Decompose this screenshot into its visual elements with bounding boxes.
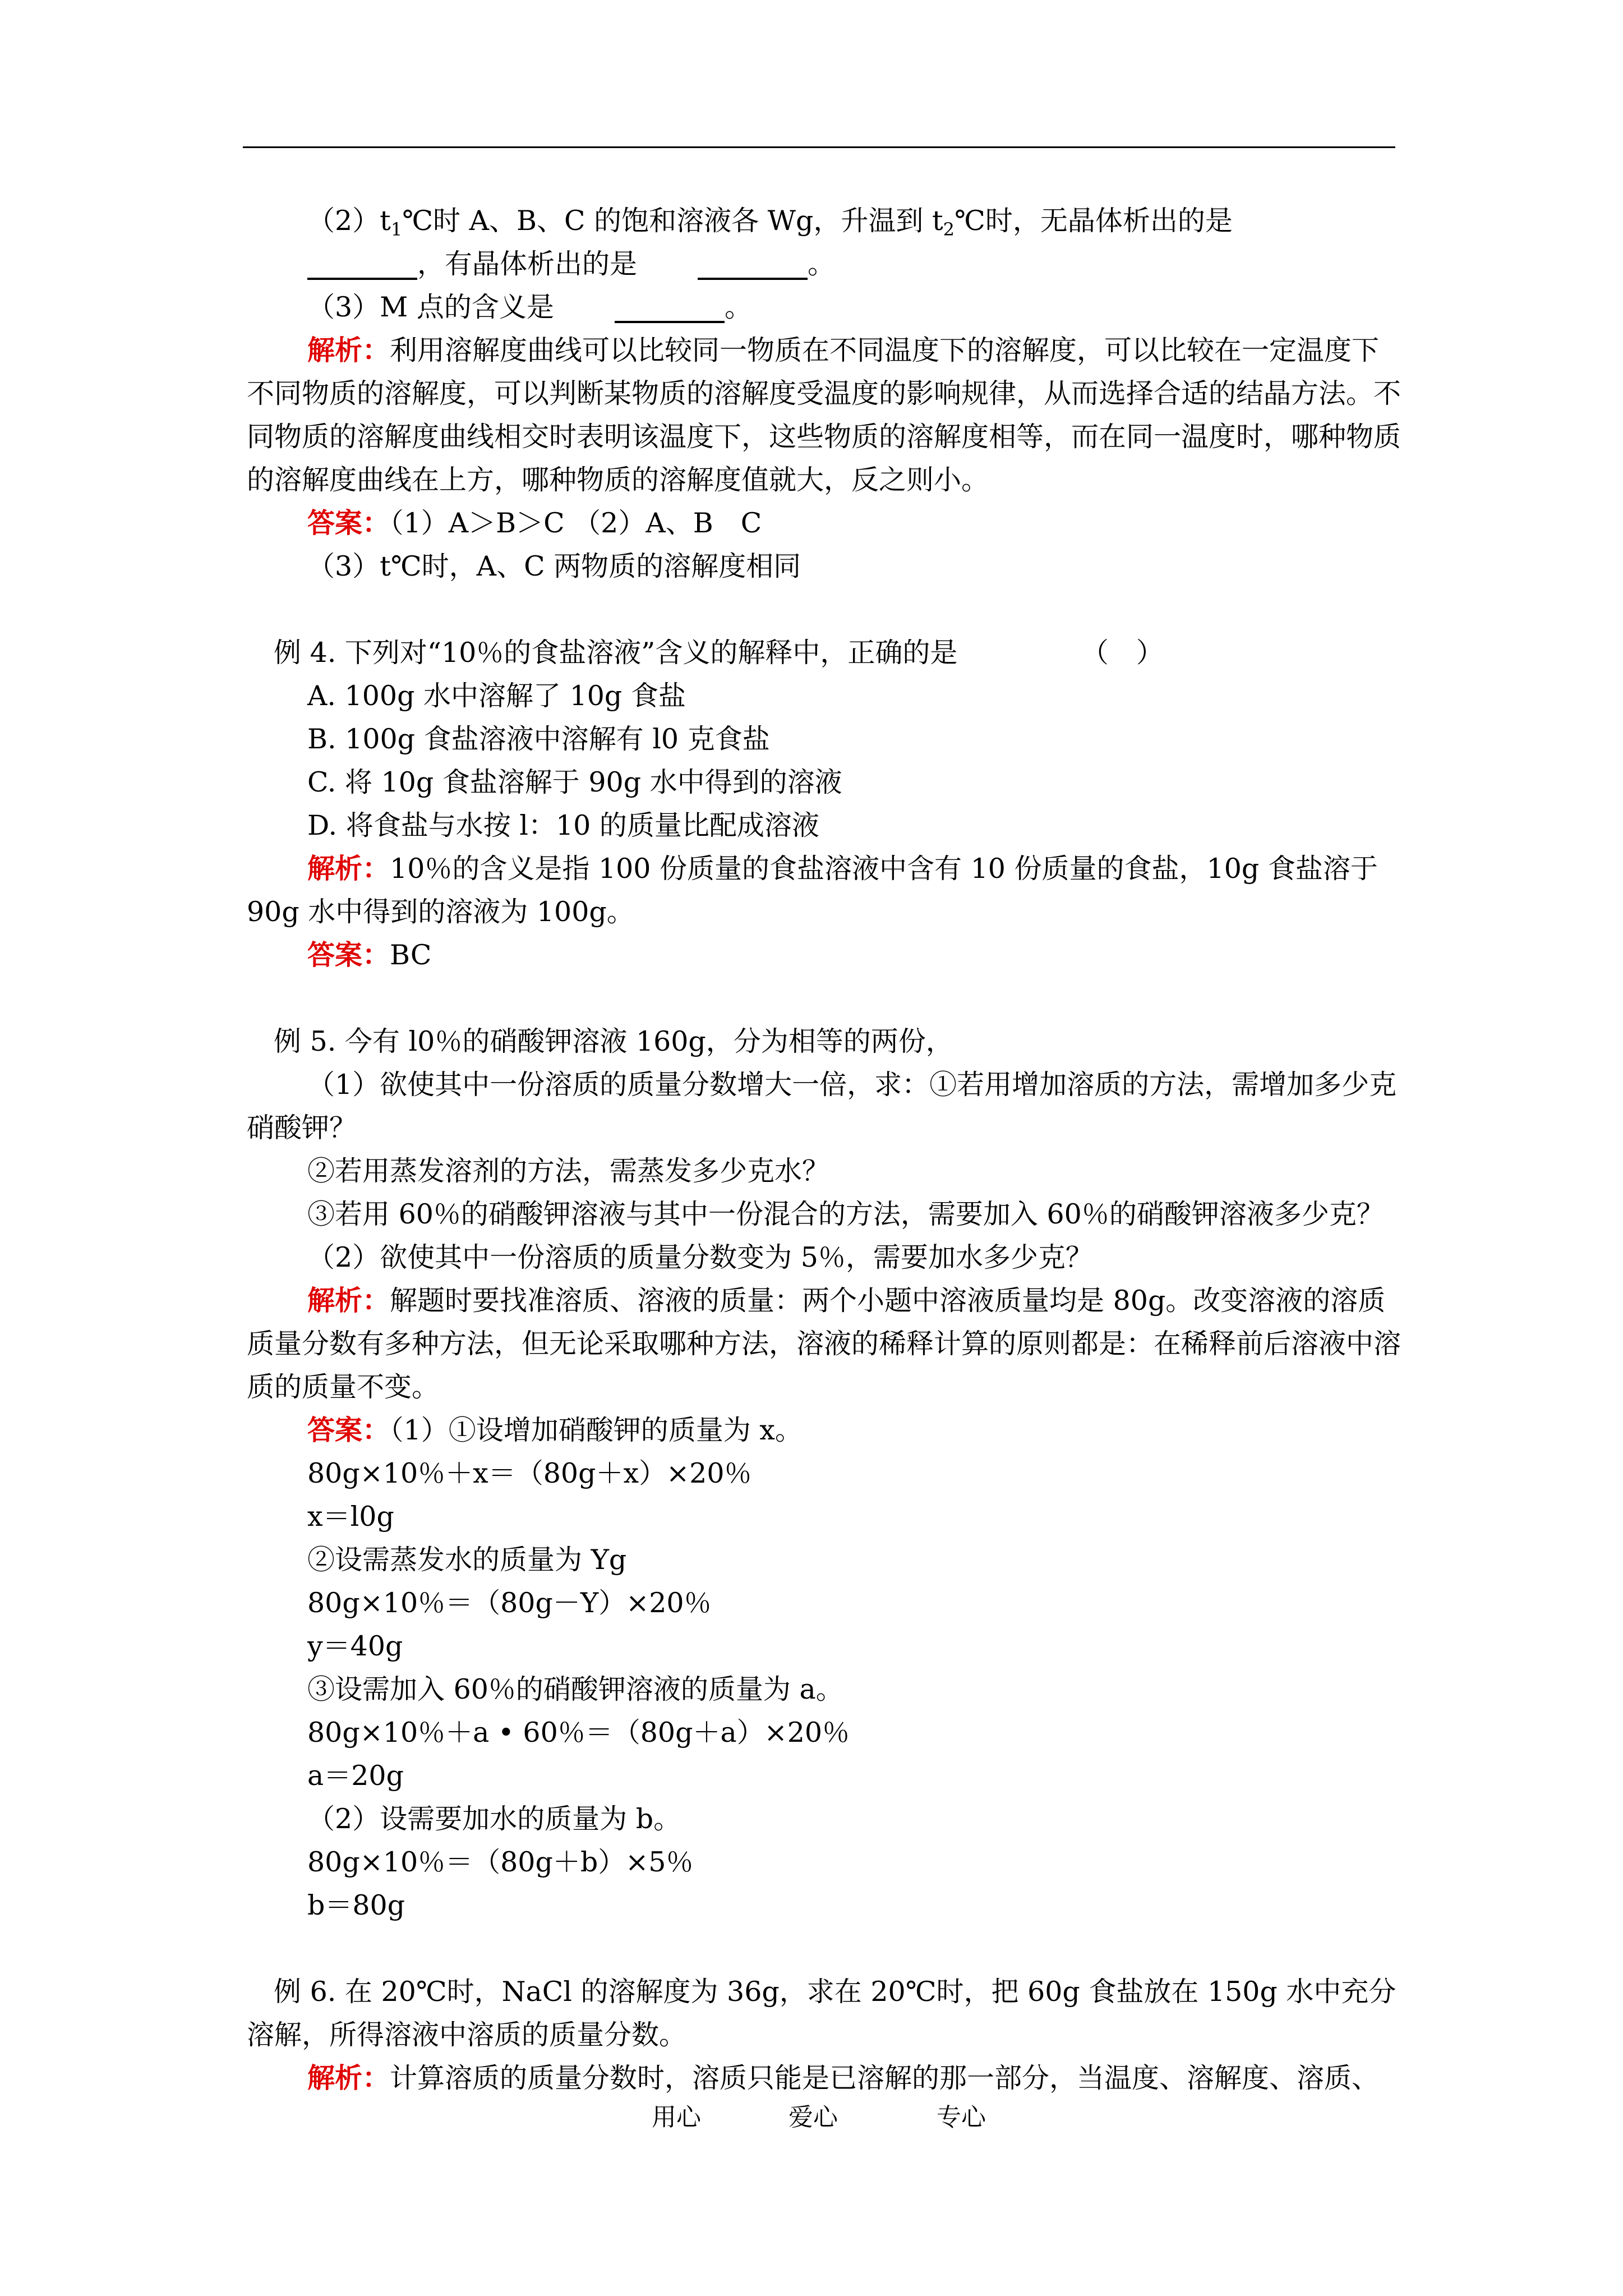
option-b: B. 100g 食盐溶液中溶解有 l0 克食盐 [307,723,770,755]
option-c: C. 将 10g 食盐溶解于 90g 水中得到的溶液 [307,766,842,798]
example-4-analysis: 解析：10％的含义是指 100 份质量的食盐溶液中含有 10 份质量的食盐，10g 食盐溶于 90g 水中得到的溶液为 100g。 [247,852,1378,928]
page-footer [0,2097,1623,2131]
analysis-label: 解析： [307,852,390,885]
answer-blank: ________ [307,248,417,280]
analysis-label: 解析： [307,334,390,366]
answer-label: 答案： [307,507,390,539]
answer-label: 答案： [307,1414,390,1446]
example-5-analysis: 解析：解题时要找准溶质、溶液的质量：两个小题中溶液质量均是 80g。改变溶液的溶质质量分数有多种方法，但无论采取哪种方法，溶液的稀释计算的原则都是：在稀释前后溶液中溶质的质量不变。 [247,1284,1401,1403]
example-6-analysis: 解析：计算溶质的质量分数时，溶质只能是已溶解的那一部分，当温度、溶解度、溶质、 [307,2062,1380,2094]
example-5-question: 例 5. 今有 l0％的硝酸钾溶液 160g，分为相等的两份， [274,1025,953,1057]
example-5-part1: （1）欲使其中一份溶质的质量分数增大一倍，求：①若用增加溶质的方法，需增加多少克硝酸钾？ [247,1069,1397,1144]
answer-label: 答案： [307,938,390,971]
answer-line: x＝l0g [307,1501,394,1533]
answer-line: 80g×10％＝（80g－Y）×20％ [307,1587,712,1619]
option-a: A. 100g 水中溶解了 10g 食盐 [307,680,686,712]
footer-left: 用心 [652,2103,701,2132]
q3-part2: $(2)t_1℃$时 A、B、C 的饱和溶液各 Wg，升温到 $t_2℃$时，无晶体析出的是________，有晶体析出的是 ________。 [247,199,1402,286]
analysis-label: 解析： [307,1284,390,1317]
answer-line: （2）设需要加水的质量为 b。 [307,1803,681,1835]
answer-line: y＝40g [307,1630,403,1662]
example-5-answer: 答案：（1）①设增加硝酸钾的质量为 x。 [307,1414,803,1446]
example-4-answer: 答案：BC [307,938,432,971]
answer-line: ②设需蒸发水的质量为 Yg [307,1544,627,1576]
example-5-part2: （2）欲使其中一份溶质的质量分数变为 5％，需要加水多少克？ [307,1241,1093,1273]
answer-line: 80g×10％＋x＝（80g＋x）×20％ [307,1457,752,1489]
example-6-question: 例 6. 在 20℃时，NaCl 的溶解度为 36g，求在 20℃时，把 60g 食盐放在 150g 水中充分溶解，所得溶液中溶质的质量分数。 [247,1976,1396,2051]
footer-right: 专心 [937,2103,986,2132]
header-rule [243,146,1395,148]
q3-analysis: 解析：利用溶解度曲线可以比较同一物质在不同温度下的溶解度，可以比较在一定温度下不同物质的溶解度，可以判断某物质的溶解度受温度的影响规律，从而选择合适的结晶方法。不同物质的溶解度曲线相交时表明该温度下，这些物质的溶解度相等，而在同一温度时，哪种物质的溶解度曲线在上方，哪种物质的溶解度值就大，反之则小。 [247,334,1401,496]
answer-line: ③设需加入 60％的硝酸钾溶液的质量为 a。 [307,1673,843,1705]
example-4-question: 例 4. 下列对“10％的食盐溶液”含义的解释中，正确的是 （ ） [274,637,1164,669]
analysis-label: 解析： [307,2062,390,2094]
example-5-part1-2: ②若用蒸发溶剂的方法，需蒸发多少克水？ [307,1155,830,1187]
answer-line: 80g×10％＋a • 60％＝（80g＋a）×20％ [307,1717,850,1749]
example-5-part1-3: ③若用 60％的硝酸钾溶液与其中一份混合的方法，需要加入 60％的硝酸钾溶液多少克？ [307,1198,1384,1230]
answer-blank: ________ [614,291,725,323]
q3-answer: 答案：（1）A＞B＞C （2）A、B C [307,507,762,539]
answer-blank: ________ [698,248,808,280]
answer-line: a＝20g [307,1760,404,1792]
q3-part3: （3）M 点的含义是 ________。 [247,286,1402,329]
option-d: D. 将食盐与水按 l：10 的质量比配成溶液 [307,809,819,841]
footer-middle: 爱心 [789,2103,838,2132]
answer-line: b＝80g [307,1889,405,1921]
q3-answer-line: （3）t℃时，A、C 两物质的溶解度相同 [307,550,801,582]
document-body [247,199,1402,2100]
answer-line: 80g×10％＝（80g＋b）×5％ [307,1846,694,1878]
